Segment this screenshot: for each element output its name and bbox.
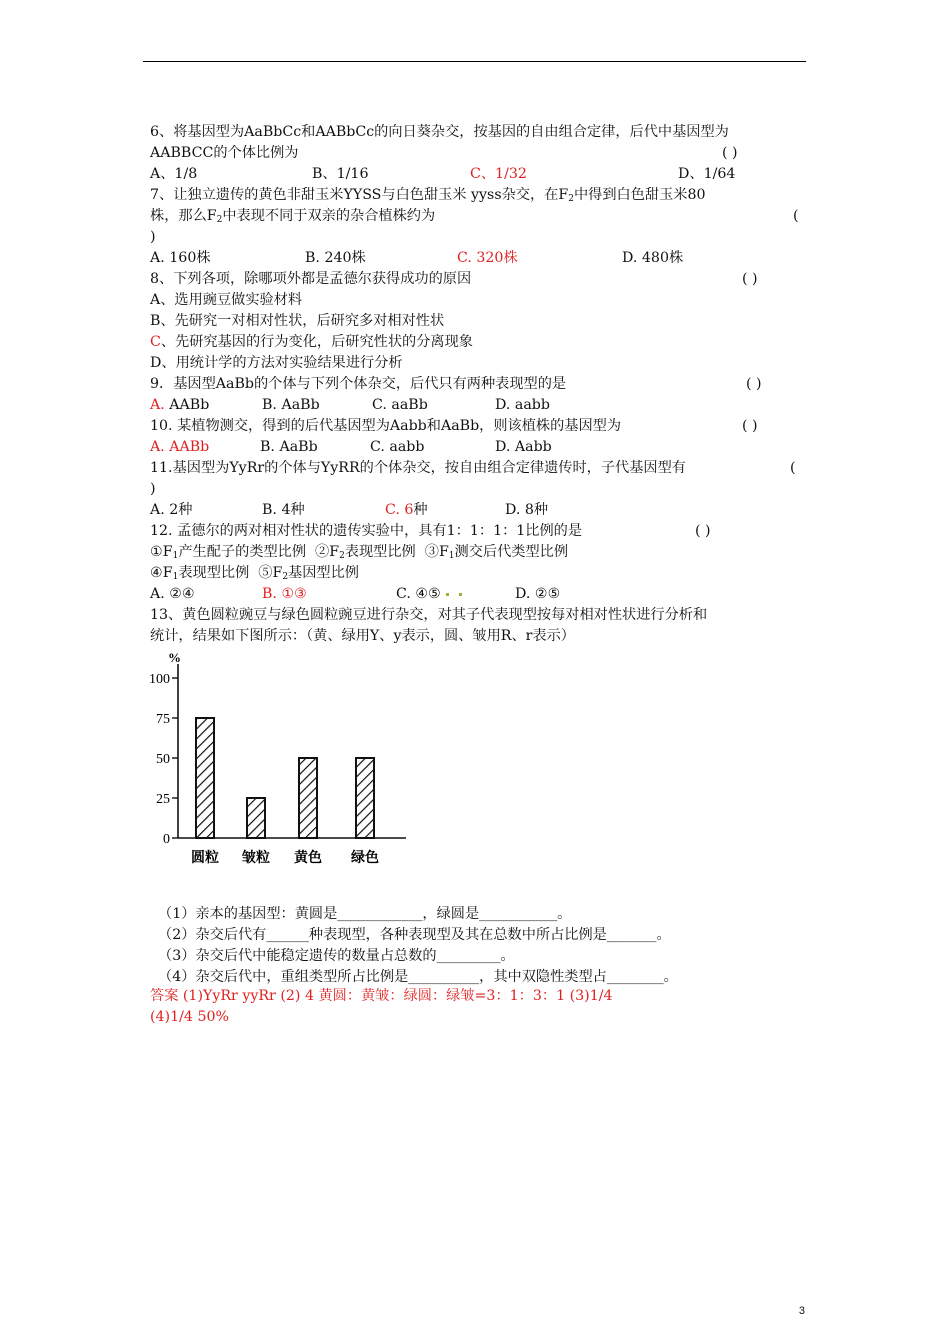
q6-option-c: C、1/32 — [470, 166, 527, 182]
q9-option-b: B. AaBb — [262, 397, 320, 413]
q13-sub3: （3）杂交后代中能稳定遗传的数量占总数的_________。 — [158, 948, 515, 964]
q8-option-a: A、选用豌豆做实验材料 — [150, 292, 303, 308]
q13-sub2: （2）杂交后代有______种表现型，各种表现型及其在总数中所占比例是_______。 — [158, 927, 671, 943]
bar-2 — [247, 798, 265, 838]
q8-option-c: C、先研究基因的行为变化，后研究性状的分离现象 — [150, 334, 473, 350]
q7-paren-open: ( — [793, 208, 799, 224]
q12-options — [150, 584, 806, 605]
q7-option-a: A. 160株 — [150, 250, 211, 266]
q13-sub4: （4）杂交后代中，重组类型所占比例是__________，其中双隐性类型占________。 — [158, 969, 678, 985]
q11-option-c: C. 6种 — [385, 502, 428, 518]
q12-line1: 12. 孟德尔的两对相对性状的遗传实验中，具有1：1：1：1比例的是 ( ) — [150, 521, 806, 542]
q8-option-b: B、先研究一对相对性状，后研究多对相对性状 — [150, 313, 445, 329]
q13-line2: 统计，结果如下图所示：（黄、绿用Y、y表示，圆、皱用R、r表示） — [150, 628, 575, 644]
q11-option-b: B. 4种 — [262, 502, 305, 518]
y-tick-label: 75 — [156, 712, 170, 727]
answer-key — [150, 986, 613, 1028]
q12-items-line2: $④F_1$表现型比例 $⑤F_2$基因型比例 — [150, 565, 359, 582]
q10-option-b: B. AaBb — [260, 439, 318, 455]
x-tick-label: 黄色 — [294, 850, 322, 866]
q11-line1: 11.基因型为YyRr的个体与YyRR的个体杂交，按自由组合定律遗传时，子代基因型有 ( — [150, 458, 806, 479]
y-tick-label: 25 — [156, 792, 170, 807]
q7-options — [150, 248, 806, 269]
y-tick-label: 0 — [163, 832, 170, 847]
q12-option-a: A. ②④ — [150, 586, 195, 602]
q11-paren-close: ) — [150, 481, 156, 497]
exam-questions — [150, 122, 806, 647]
q8-paren: ( ) — [742, 271, 758, 287]
q6-option-b: B、1/16 — [312, 166, 369, 182]
header-rule — [143, 61, 806, 62]
q6-paren: ( ) — [722, 145, 738, 161]
q6-option-a: A、1/8 — [150, 166, 198, 182]
q10-line1: 10. 某植物测交，得到的后代基因型为Aabb和AaBb，则该植株的基因型为 ( ) — [150, 416, 806, 437]
bar-chart — [148, 648, 428, 878]
q7-paren-close: ) — [150, 229, 156, 245]
y-tick-label: 100 — [149, 672, 170, 687]
q12-paren: ( ) — [695, 523, 711, 539]
q7-option-c: C. 320株 — [457, 250, 518, 266]
q10-option-a: A. AABb — [150, 439, 210, 455]
x-tick-label: 圆粒 — [191, 850, 219, 866]
q9-line1: 9．基因型AaBb的个体与下列个体杂交，后代只有两种表现型的是 ( ) — [150, 374, 806, 395]
x-tick-label: 皱粒 — [242, 850, 270, 866]
q8-line1: 8、下列各项，除哪项外都是孟德尔获得成功的原因 ( ) — [150, 269, 806, 290]
q13-subquestions — [158, 904, 678, 988]
q12-option-b: B. ①③ — [262, 586, 307, 602]
q8-option-d: D、用统计学的方法对实验结果进行分析 — [150, 355, 403, 371]
q6-option-d: D、1/64 — [678, 166, 736, 182]
q10-option-d: D. Aabb — [495, 439, 552, 455]
answer-line1: 答案 (1)YyRr yyRr (2) 4 黄圆：黄皱：绿圆：绿皱=3：1：3：1 (3)1/4 — [150, 988, 613, 1004]
q12-option-c: C. ④⑤ — [396, 584, 467, 605]
q11-paren-open: ( — [790, 460, 796, 476]
q8-option-c-text: 、先研究基因的行为变化，后研究性状的分离现象 — [160, 334, 473, 350]
q11-options — [150, 500, 806, 521]
q10-options — [150, 437, 806, 458]
q9-paren: ( ) — [746, 376, 762, 392]
y-axis-unit: % — [168, 650, 181, 665]
q13-sub1: （1）亲本的基因型：黄圆是____________，绿圆是___________。 — [158, 906, 572, 922]
bar-1 — [196, 718, 214, 838]
q9-option-d: D. aabb — [495, 397, 550, 413]
q12-items-line1: $①F_1$产生配子的类型比例 $②F_2$表现型比例 $③F_1$测交后代类型比例 — [150, 544, 569, 561]
q7-line1: 7、让独立遗传的黄色非甜玉米YYSS与白色甜玉米 yyss杂交，在$F_2$中得到白色甜玉米80 — [150, 187, 706, 204]
y-tick-label: 50 — [156, 752, 170, 767]
page-number: 3 — [798, 1305, 805, 1317]
q12-option-d: D. ②⑤ — [515, 586, 561, 602]
q11-option-a: A. 2种 — [150, 502, 193, 518]
bar-4 — [356, 758, 374, 838]
q11-option-d: D. 8种 — [505, 502, 549, 518]
q10-option-c: C. aabb — [370, 439, 425, 455]
bar-3 — [299, 758, 317, 838]
q6-line2: AABBCC的个体比例为 ( ) — [150, 143, 806, 164]
q9-option-a: A. AABb — [150, 397, 210, 413]
q7-option-b: B. 240株 — [305, 250, 366, 266]
q7-option-d: D. 480株 — [622, 250, 684, 266]
q6-line1: 6、将基因型为AaBbCc和AABbCc的向日葵杂交，按基因的自由组合定律，后代中基因型为 — [150, 124, 729, 140]
q6-options — [150, 164, 806, 185]
answer-line2: (4)1/4 50% — [150, 1009, 229, 1025]
x-tick-label: 绿色 — [351, 850, 379, 866]
q9-option-c: C. aaBb — [372, 397, 428, 413]
q10-paren: ( ) — [742, 418, 758, 434]
q9-options — [150, 395, 806, 416]
q7-line2: 株，那么$F_2$中表现不同于双亲的杂合植株约为 ( — [150, 208, 799, 225]
q13-line1: 13、黄色圆粒豌豆与绿色圆粒豌豆进行杂交，对其子代表现型按每对相对性状进行分析和 — [150, 607, 708, 623]
